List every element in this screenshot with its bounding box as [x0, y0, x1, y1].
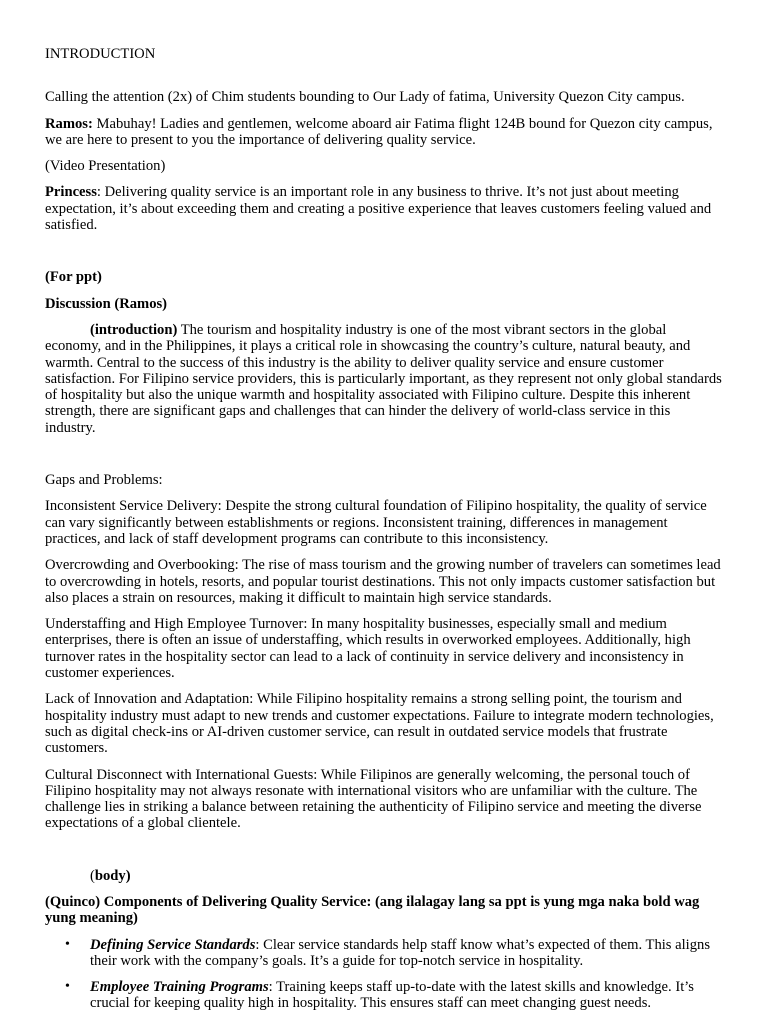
gap-paragraph: Understaffing and High Employee Turnover: In many hospitality businesses, especially small and medium enterprises, there is often an issue of understaffing, which results in overworked employees. Additionally, high turnover rates in the hospitality sector can lead to a lack of continuity in service delivery and inconsistency in customer experiences. — [45, 616, 691, 682]
bullet-icon: • — [65, 936, 70, 952]
ramos-text: Mabuhay! Ladies and gentlemen, welcome aboard air Fatima flight 124B bound for Quezon city campus, we are here to present to you the importance of delivering quality service. — [45, 115, 713, 148]
list-item — [65, 979, 723, 1012]
component-text: : Training keeps staff up-to-date with the latest skills and knowledge. It’s crucial for keeping quality high in hospitality. This ensures staff can meet changing guest needs. — [90, 979, 694, 1012]
discussion-heading — [45, 296, 723, 312]
calling-paragraph: Calling the attention (2x) of Chim students bounding to Our Lady of fatima, University Quezon City campus. — [45, 89, 685, 106]
video-presentation-note: (Video Presentation) — [45, 158, 166, 175]
speaker-ramos: Ramos: — [45, 115, 93, 132]
introduction-text: The tourism and hospitality industry is one of the most vibrant sectors in the global economy, and in the Philippines, it plays a critical role in showcasing the country’s culture, natural beauty, and warmth. Central to the success of this industry is the ability to deliver quality service and ensure customer satisfaction. For Filipino service providers, this is particularly important, as they represent not only global standards of hospitality but also the unique warmth and hospitality associated with Filipino culture. Despite this inherent strength, there are significant gaps and challenges that can hinder the delivery of world-class service in this industry. — [45, 321, 722, 436]
gap-paragraph: Lack of Innovation and Adaptation: While Filipino hospitality remains a strong selling point, the tourism and hospitality industry must adapt to new trends and customer expectations. Failure to integrate modern technologies, such as digital check-ins or AI-driven customer service, can result in outdated service models that frustrate customers. — [45, 691, 714, 757]
discussion-text: Discussion (Ramos) — [45, 295, 168, 312]
princess-text: : Delivering quality service is an important role in any business to thrive. It’s not just about meeting expectation, it’s about exceeding them and creating a positive experience that leaves customers feeling valued and satisfied. — [45, 184, 712, 234]
bullet-icon: • — [65, 979, 70, 995]
component-term: Employee Training Programs — [90, 979, 269, 996]
component-text: : Clear service standards help staff know what’s expected of them. This aligns their work with the company’s goals. It’s a guide for top-notch service in hospitality. — [90, 936, 710, 969]
document-body — [45, 46, 723, 1022]
body-label — [45, 868, 723, 884]
for-ppt-text: (For ppt) — [45, 269, 102, 286]
gap-paragraph: Cultural Disconnect with International Guests: While Filipinos are generally welcoming, the personal touch of Filipino hospitality may not always resonate with international visitors who are unfamiliar with the culture. The challenge lies in striking a balance between retaining the authenticity of Filipino service and meeting the diverse expectations of a global clientele. — [45, 766, 702, 832]
gaps-heading: Gaps and Problems: — [45, 472, 163, 489]
introduction-paragraph — [45, 322, 723, 436]
gap-paragraph: Overcrowding and Overbooking: The rise of mass tourism and the growing number of travelers can sometimes lead to overcrowding in hotels, resorts, and popular tourist destinations. This not only impacts customer satisfaction but also places a strain on resources, making it difficult to maintain high service standards. — [45, 557, 721, 606]
speaker-princess: Princess — [45, 184, 97, 201]
components-heading-text: (Quinco) Components of Delivering Quality Service: (ang ilalagay lang sa ppt is yung mga naka bold wag yung meaning) — [45, 893, 700, 927]
components-list — [45, 937, 723, 1012]
components-heading — [45, 894, 723, 927]
body-label-open: ( — [90, 867, 95, 884]
ramos-paragraph — [45, 116, 723, 149]
list-item — [65, 936, 723, 970]
section-heading-introduction: INTRODUCTION — [45, 46, 156, 62]
body-label-text: body) — [94, 867, 131, 884]
introduction-label: (introduction) — [90, 321, 178, 338]
component-term: Defining Service Standards — [90, 936, 256, 953]
princess-paragraph — [45, 184, 723, 233]
for-ppt-label — [45, 269, 723, 285]
gap-paragraph: Inconsistent Service Delivery: Despite the strong cultural foundation of Filipino hospitality, the quality of service can vary significantly between establishments or regions. Inconsistent training, differences in management practices, and lack of staff development programs can contribute to this inconsistency. — [45, 498, 707, 547]
